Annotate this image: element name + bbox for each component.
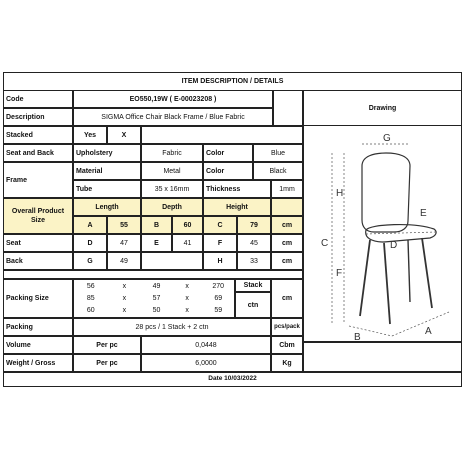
dim-e-letter: E bbox=[141, 234, 172, 252]
frame-color-value: Black bbox=[253, 162, 303, 180]
overall-unit-spacer bbox=[271, 198, 303, 216]
dim-b-value: 60 bbox=[172, 216, 203, 234]
drawing-letter-g: G bbox=[383, 133, 391, 144]
pack-2-a: 85 bbox=[86, 294, 95, 302]
tube-value: 35 x 16mm bbox=[141, 180, 203, 198]
frame-label: Frame bbox=[3, 162, 73, 198]
back-spacer bbox=[141, 252, 203, 270]
drawing-letter-d: D bbox=[390, 240, 398, 251]
packing-size-grid bbox=[73, 279, 235, 318]
drawing-letter-e: E bbox=[420, 208, 427, 219]
packing-size-unit: cm bbox=[271, 279, 303, 318]
drawing-letter-c: C bbox=[321, 238, 329, 249]
weight-per: Per pc bbox=[73, 354, 141, 372]
height-header: Height bbox=[203, 198, 271, 216]
pack-1-a: 56 bbox=[86, 282, 95, 290]
pack-2-x2: x bbox=[185, 294, 189, 302]
frame-material-label: Material bbox=[73, 162, 141, 180]
pack-2-c: 69 bbox=[214, 294, 223, 302]
chair-leg-front-right bbox=[384, 243, 390, 324]
item-details-sheet bbox=[3, 72, 462, 387]
pack-2-b: 57 bbox=[152, 294, 161, 302]
stack-label: Stack bbox=[235, 279, 271, 292]
packing-value: 28 pcs / 1 Stack + 2 ctn bbox=[73, 318, 271, 336]
chair-leg-back-left bbox=[408, 240, 410, 302]
packing-row-2 bbox=[74, 292, 234, 304]
dim-a-letter: A bbox=[73, 216, 107, 234]
pack-3-a: 60 bbox=[86, 307, 95, 315]
dim-b-letter: B bbox=[141, 216, 172, 234]
frame-color-label: Color bbox=[203, 162, 253, 180]
code-label: Code bbox=[3, 90, 73, 108]
description-label: Description bbox=[3, 108, 73, 126]
thickness-label: Thickness bbox=[203, 180, 271, 198]
volume-label: Volume bbox=[3, 336, 73, 354]
dim-f-letter: F bbox=[203, 234, 237, 252]
pack-3-x1: x bbox=[122, 307, 127, 315]
ctn-label: ctn bbox=[235, 292, 271, 318]
date-footer: Date 10/03/2022 bbox=[3, 372, 462, 387]
description-value: SIGMA Office Chair Black Frame / Blue Fabric bbox=[73, 108, 273, 126]
stacked-yes: Yes bbox=[73, 126, 107, 144]
stacked-spacer bbox=[141, 126, 303, 144]
thickness-value: 1mm bbox=[271, 180, 303, 198]
dim-d-value: 47 bbox=[107, 234, 141, 252]
seat-color-value: Blue bbox=[253, 144, 303, 162]
pack-3-x2: x bbox=[185, 307, 189, 315]
pack-1-c: 270 bbox=[212, 282, 225, 290]
packing-row-3 bbox=[74, 305, 234, 317]
packing-row-1 bbox=[74, 280, 234, 292]
packing-label: Packing bbox=[3, 318, 73, 336]
weight-value: 6,0000 bbox=[141, 354, 271, 372]
drawing-label: Drawing bbox=[303, 90, 462, 126]
seat-color-label: Color bbox=[203, 144, 253, 162]
back-unit: cm bbox=[271, 252, 303, 270]
packing-size-label: Packing Size bbox=[3, 279, 73, 318]
tube-label: Tube bbox=[73, 180, 141, 198]
chair-seat-shape bbox=[366, 225, 436, 242]
pack-1-x1: x bbox=[122, 282, 127, 290]
seat-label: Seat bbox=[3, 234, 73, 252]
length-header: Length bbox=[73, 198, 141, 216]
dim-h-letter: H bbox=[203, 252, 237, 270]
dim-line-a bbox=[392, 312, 449, 336]
code-value: EO550,19W ( E-00023208 ) bbox=[73, 90, 273, 108]
volume-unit: Cbm bbox=[271, 336, 303, 354]
pack-3-c: 59 bbox=[214, 307, 223, 315]
drawing-letter-h: H bbox=[336, 188, 344, 199]
upholstery-value: Fabric bbox=[141, 144, 203, 162]
dim-a-value: 55 bbox=[107, 216, 141, 234]
dim-g-letter: G bbox=[73, 252, 107, 270]
upholstery-label: Upholstery bbox=[73, 144, 141, 162]
chair-leg-front-left bbox=[360, 240, 370, 316]
drawing-bottom-filler bbox=[303, 342, 462, 372]
dim-e-value: 41 bbox=[172, 234, 203, 252]
drawing-letter-b: B bbox=[354, 332, 361, 342]
seat-unit: cm bbox=[271, 234, 303, 252]
seat-back-label: Seat and Back bbox=[3, 144, 73, 162]
dim-f-value: 45 bbox=[237, 234, 271, 252]
pack-3-b: 50 bbox=[152, 307, 161, 315]
description-spacer bbox=[273, 90, 303, 126]
spacer-row bbox=[3, 270, 303, 279]
dim-g-value: 49 bbox=[107, 252, 141, 270]
chair-leg-back-right bbox=[422, 238, 432, 308]
chair-back-shape bbox=[362, 153, 410, 232]
drawing-letter-f: F bbox=[336, 268, 343, 279]
volume-per: Per pc bbox=[73, 336, 141, 354]
sheet-title: ITEM DESCRIPTION / DETAILS bbox=[3, 72, 462, 90]
dim-c-value: 79 bbox=[237, 216, 271, 234]
stacked-label: Stacked bbox=[3, 126, 73, 144]
dim-d-letter: D bbox=[73, 234, 107, 252]
stacked-mark: X bbox=[107, 126, 141, 144]
chair-drawing bbox=[303, 126, 462, 342]
packing-unit: pcs/pack bbox=[271, 318, 303, 336]
depth-header: Depth bbox=[141, 198, 203, 216]
volume-value: 0,0448 bbox=[141, 336, 271, 354]
overall-unit: cm bbox=[271, 216, 303, 234]
drawing-letter-a: A bbox=[425, 326, 432, 337]
dim-h-value: 33 bbox=[237, 252, 271, 270]
pack-1-x2: x bbox=[185, 282, 189, 290]
pack-2-x1: x bbox=[122, 294, 127, 302]
pack-1-b: 49 bbox=[152, 282, 161, 290]
weight-unit: Kg bbox=[271, 354, 303, 372]
frame-material-value: Metal bbox=[141, 162, 203, 180]
overall-size-label: Overall Product Size bbox=[3, 198, 73, 234]
dim-c-letter: C bbox=[203, 216, 237, 234]
back-label: Back bbox=[3, 252, 73, 270]
chair-drawing-svg bbox=[304, 126, 462, 342]
weight-label: Weight / Gross bbox=[3, 354, 73, 372]
